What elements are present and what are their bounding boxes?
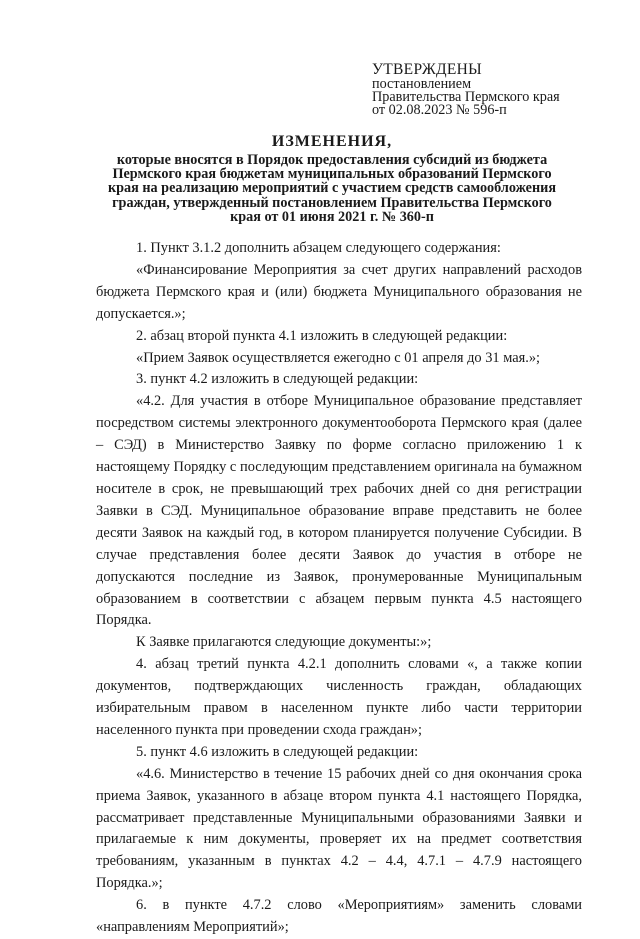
document-heading [96, 132, 568, 224]
paragraph-quote: К Заявке прилагаются следующие документы:»; [136, 634, 432, 651]
paragraph-item-1: 1. Пункт 3.1.2 дополнить абзацем следующего содержания: [136, 240, 501, 256]
paragraph-item-4: 4. абзац третий пункта 4.2.1 дополнить словами «, а также копии документов, подтверждающих численность граждан, обладающих избирательным правом в населенном пункте либо части территории населенного пункта при проведении схода граждан»; [96, 656, 582, 738]
paragraph-item-6: 6. в пункте 4.7.2 слово «Мероприятиям» заменить словами «направлениям Мероприятий»; [96, 897, 582, 936]
paragraph-quote: «4.2. Для участия в отборе Муниципальное образование представляет посредством системы электронного документооборота Пермского края (далее – СЭД) в Министерство Заявку по форме согласно приложению 1 к настоящему Порядку с последующим представлением оригинала на бумажном носителе в срок, не превышающий трех рабочих дней со дня регистрации Заявки в СЭД. Муниципальное образование вправе представить не более десяти Заявок на каждый год, в котором планируется получение Субсидии. В случае представления более десяти Заявок до участия в отборе не допускаются последние из Заявок, пронумерованные Муниципальным образованием в соответствии с абзацем первым пункта 4.5 настоящего Порядка. [96, 393, 582, 629]
approval-stamp [372, 62, 612, 117]
approval-title: УТВЕРЖДЕНЫ [372, 61, 482, 78]
paragraph-item-3: 3. пункт 4.2 изложить в следующей редакции: [136, 371, 419, 388]
paragraph-item-2: 2. абзац второй пункта 4.1 изложить в следующей редакции: [136, 327, 508, 344]
document-body [96, 238, 582, 939]
approval-line: постановлением [372, 76, 472, 92]
paragraph-quote: «4.6. Министерство в течение 15 рабочих дней со дня окончания срока приема Заявок, указанного в абзаце втором пункта 4.1 настоящего Порядка, рассматривает представленные Муниципальными образованиями Заявки и прилагаемые к ним документы, проверяет их на предмет соответствия требованиям, указанным в пунктах 4.2 – 4.4, 4.7.1 – 4.7.9 настоящего Порядка.»; [96, 765, 582, 892]
paragraph-quote: «Финансирование Мероприятия за счет других направлений расходов бюджета Пермского края и (или) бюджета Муниципального образования не допускается.»; [96, 261, 582, 322]
paragraph-quote: «Прием Заявок осуществляется ежегодно с 01 апреля до 31 мая.»; [136, 349, 541, 366]
approval-date: от 02.08.2023 № 596-п [372, 102, 507, 118]
document-title: ИЗМЕНЕНИЯ, [271, 133, 393, 150]
document-subtitle: которые вносятся в Порядок предоставления субсидий из бюджета Пермского края бюджетам муниципальных образований Пермского края на реализацию мероприятий с участием средств самообложения граждан, утвержденный постановлением Правительства Пермского края от 01 июня 2021 г. № 360-п [107, 152, 556, 225]
paragraph-item-5: 5. пункт 4.6 изложить в следующей редакции: [136, 743, 419, 760]
approval-line: Правительства Пермского края [372, 89, 560, 105]
